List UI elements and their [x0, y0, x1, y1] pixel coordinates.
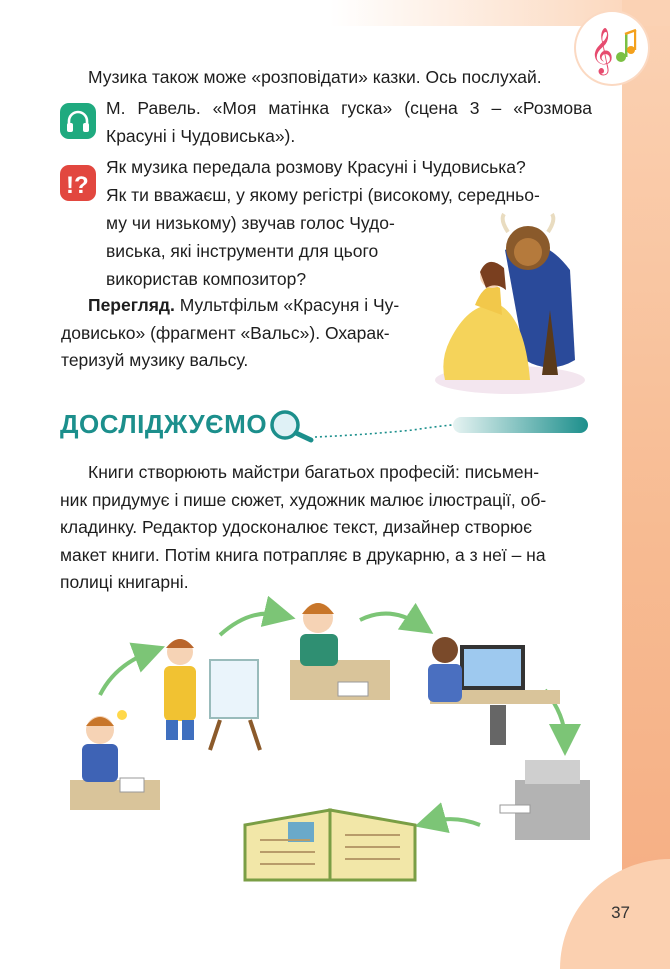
headphones-icon — [60, 103, 96, 139]
page-number: 37 — [611, 903, 630, 922]
listen-text: М. Равель. «Моя матінка гуска» (сцена 3 – «Розмова Красуні і Чудовиська»). — [106, 98, 592, 146]
paragraph-line-5: полиці книгарні. — [60, 572, 189, 592]
view-label: Перегляд. — [88, 295, 175, 315]
intro-text: Музика також може «розповідати» казки. Ось послухай. — [88, 67, 542, 87]
view-line-3: теризуй музику вальсу. — [61, 350, 249, 370]
view-line-2: довисько» (фрагмент «Вальс»). Охарак- — [61, 322, 390, 343]
artist-figure — [164, 639, 260, 750]
question-line-5: використав композитор? — [106, 269, 307, 289]
svg-text:!?: !? — [66, 172, 89, 199]
book-making-cycle-illustration — [60, 590, 600, 890]
question-line-3: му чи низькому) звучав голос Чудо- — [106, 213, 395, 233]
paragraph-line-3: кладинку. Редактор удосконалює текст, дизайнер створює — [60, 517, 533, 537]
svg-text:𝄞: 𝄞 — [590, 28, 614, 74]
view-line-1 — [88, 292, 433, 320]
paragraph-line-4: макет книги. Потім книга потрапляє в друкарню, а з неї – на — [60, 544, 546, 565]
view-line-1-text: Мультфільм «Красуня і Чу- — [174, 295, 400, 315]
decorative-side-band — [622, 0, 670, 969]
question-exclamation-icon — [60, 165, 96, 201]
view-block — [61, 292, 433, 375]
paragraph — [60, 459, 592, 597]
question-line-4: виська, які інструменти для цього — [106, 241, 379, 261]
beauty-and-beast-illustration — [430, 210, 590, 395]
writer-figure — [70, 710, 160, 810]
editor-figure — [290, 603, 390, 700]
section-heading: ДОСЛІДЖУЄМО — [60, 409, 268, 439]
open-book-figure — [245, 810, 415, 880]
question-line-1: Як музика передала розмову Красуні і Чудовиська? — [106, 157, 526, 177]
magnifier-line-decoration — [263, 406, 593, 446]
designer-figure — [428, 637, 560, 745]
question-line-2: Як ти вважаєш, у якому регістрі (високому, середньо- — [106, 185, 540, 205]
paragraph-line-1: Книги створюють майстри багатьох професій: письмен- — [88, 462, 540, 482]
printer-figure — [500, 760, 590, 840]
paragraph-line-2: ник придумує і пише сюжет, художник малює ілюстрації, об- — [60, 489, 547, 510]
